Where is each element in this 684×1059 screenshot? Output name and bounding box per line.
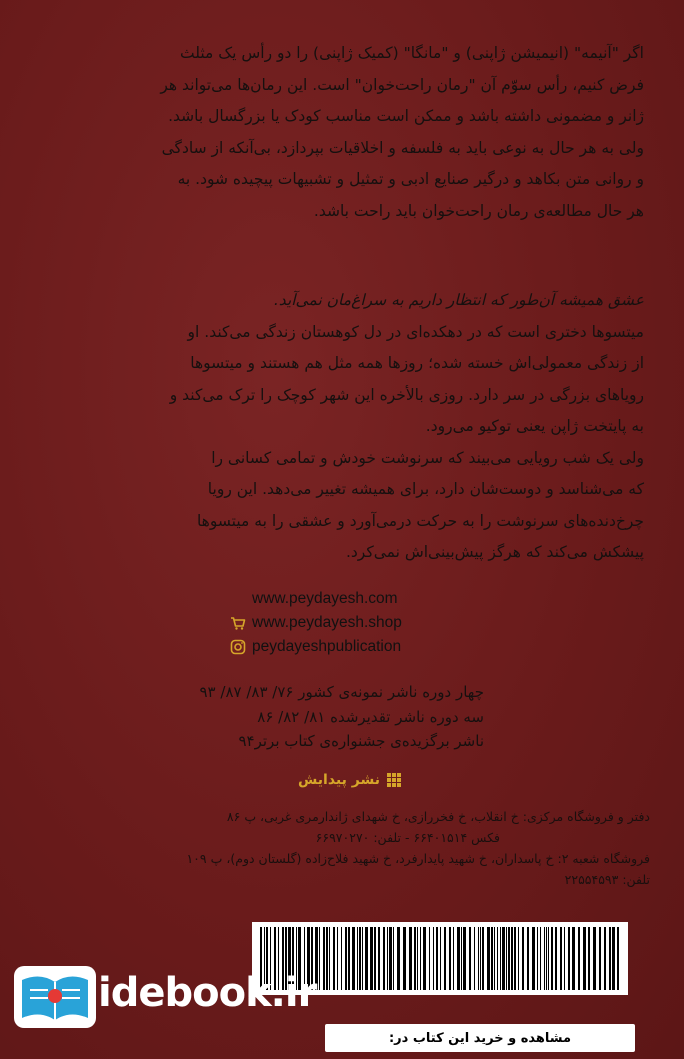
publisher-links — [230, 587, 402, 659]
award-line: سه دوره ناشر تقدیرشده ۸۱/ ۸۲/ ۸۶ — [257, 707, 484, 726]
website-row — [230, 587, 402, 611]
instagram-row — [230, 635, 402, 659]
story-line: ولی یک شب رویایی می‌بیند که سرنوشت خودش و تمامی کسانی را — [211, 448, 644, 467]
intro-line: ولی به هر حال به نوعی باید به فلسفه و اخلاقیات بپردازد، بی‌آنکه از سادگی — [161, 138, 644, 157]
address-line: دفتر و فروشگاه مرکزی: خ انقلاب، خ فخررازی، خ شهدای ژاندارمری غربی، پ ۸۶ — [226, 809, 650, 824]
award-line: ناشر برگزیده‌ی جشنواره‌ی کتاب برتر۹۴ — [238, 732, 484, 750]
story-line: چرخ‌دنده‌های سرنوشت را به حرکت درمی‌آورد و عشقی را به میتسوها — [196, 511, 644, 530]
watermark-caption-box — [325, 1024, 635, 1052]
publisher-address — [30, 806, 650, 890]
address-line: تلفن: ۲۲۵۵۴۵۹۳ — [564, 872, 650, 887]
intro-line: اگر "آنیمه" (انیمیشن ژاپنی) و "مانگا" (کمیک ژاپنی) را دو رأس یک مثلث — [179, 44, 644, 62]
shop-row — [230, 611, 402, 635]
intro-line: ژانر و مضمونی داشته باشد و ممکن است مناسب کودک یا بزرگسال باشد. — [168, 107, 644, 125]
intro-paragraph — [34, 38, 644, 227]
watermark-suffix: .ir — [270, 970, 317, 1016]
story-line: که می‌شناسد و دوست‌شان دارد، برای همیشه تغییر می‌دهد. این رویا — [207, 480, 644, 498]
publisher-logo-icon — [386, 772, 402, 788]
intro-line: فرض کنیم، رأس سوّم آن "رمان راحت‌خوان" است. این رمان‌ها می‌تواند هر — [160, 75, 644, 94]
story-line: رویاهای بزرگی در سر دارد. روزی بالأخره این شهر کوچک را ترک می‌کند و — [169, 385, 644, 404]
watermark-caption: مشاهده و خرید این کتاب در: — [388, 1030, 572, 1046]
shop-link[interactable]: www.peydayesh.shop — [252, 614, 402, 631]
address-line: فروشگاه شعبه ۲: خ پاسداران، خ شهید پایدارفرد، خ شهید فلاح‌زاده (گلستان دوم)، پ ۱۰۹ — [186, 851, 650, 866]
story-tagline: عشق همیشه آن‌طور که انتظار داریم به سراغ‌مان نمی‌آید. — [273, 291, 644, 309]
cart-icon — [230, 615, 246, 631]
intro-line: و روانی متن بکاهد و درگیر صنایع ادبی و تمثیل و تشبیهات پیچیده شود. به — [177, 170, 644, 188]
story-line: میتسوها دختری است که در دهکده‌ای در دل کوهستان زندگی می‌کند. او — [187, 322, 644, 341]
watermark-site-name — [98, 970, 316, 1016]
website-link[interactable]: www.peydayesh.com — [252, 590, 398, 607]
story-line: به پایتخت ژاپن یعنی توکیو می‌رود. — [425, 417, 644, 435]
publisher-name: نشر پیدایش — [298, 772, 380, 788]
awards-list — [64, 680, 484, 754]
publisher-brand — [298, 772, 402, 788]
instagram-icon — [230, 639, 246, 655]
intro-line: هر حال مطالعه‌ی رمان راحت‌خوان باید راحت باشد. — [313, 201, 644, 220]
story-line: پیشکش می‌کند که هرگز پیش‌بینی‌اش نمی‌کرد. — [345, 543, 644, 561]
instagram-handle[interactable]: peydayeshpublication — [252, 638, 402, 655]
watermark-prefix: idebook — [98, 970, 271, 1016]
book-logo-icon — [10, 962, 100, 1032]
story-line: از زندگی معمولی‌اش خسته شده؛ روزها همه مثل هم هستند و میتسوها — [190, 354, 644, 372]
story-paragraph — [34, 285, 644, 569]
address-line: فکس ۶۶۴۰۱۵۱۴ - تلفن: ۶۶۹۷۰۲۷۰ — [315, 830, 500, 845]
award-line: چهار دوره ناشر نمونه‌ی کشور ۷۶/ ۸۳/ ۸۷/ ۹۳ — [199, 683, 484, 701]
